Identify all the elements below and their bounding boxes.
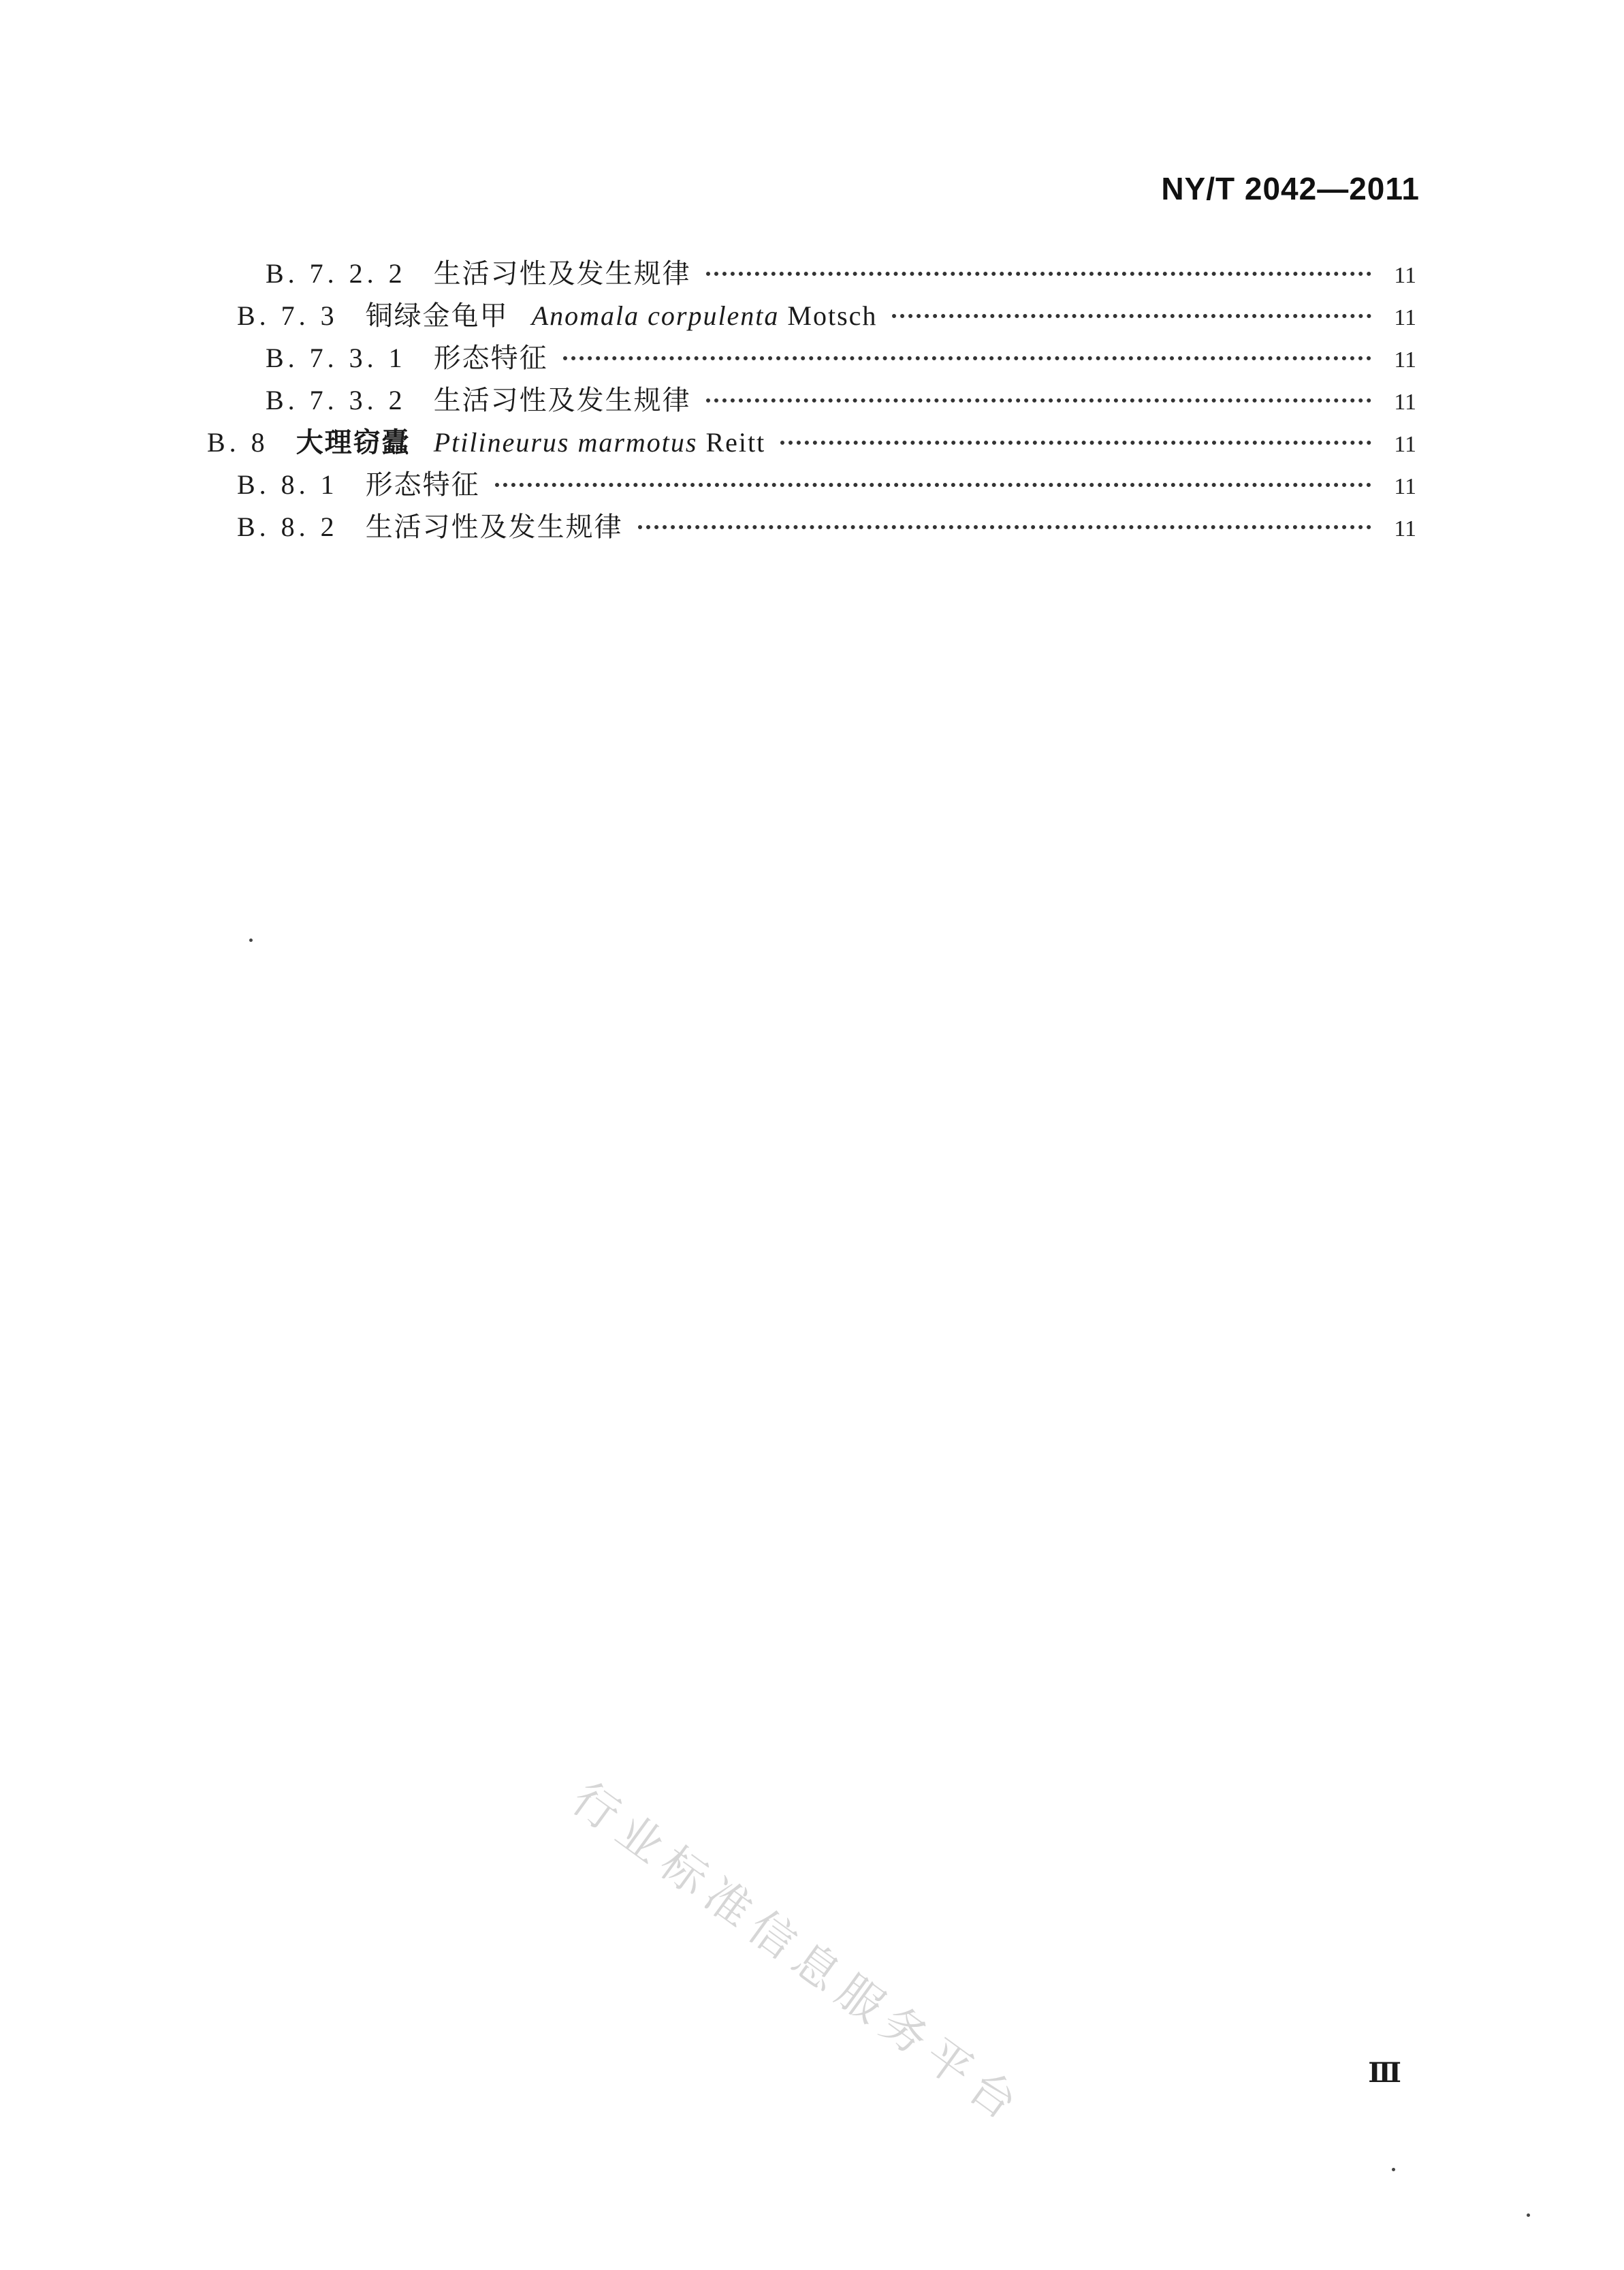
toc-entry-page: 11 <box>1394 305 1416 330</box>
toc-entry-title: 生活习性及发生规律 <box>433 258 691 289</box>
toc-entry-title: 形态特征 <box>365 469 480 500</box>
toc-entry-title-group <box>296 421 766 460</box>
toc-entry-latin-author: Motsch <box>787 300 878 331</box>
toc-entry-title: 大理窃蠹 <box>296 427 411 458</box>
toc-entry-number: B. 7. 3 <box>237 300 338 331</box>
toc-entry-title: 生活习性及发生规律 <box>433 385 691 415</box>
toc-entry-number: B. 8 <box>207 427 269 458</box>
toc-entry[interactable] <box>207 421 1416 463</box>
toc-entry-page: 11 <box>1394 516 1416 541</box>
toc-entry-title: 铜绿金龟甲 <box>365 300 509 331</box>
toc-entry-page: 11 <box>1394 390 1416 415</box>
toc-entry-number: B. 8. 2 <box>237 511 338 542</box>
scan-speck <box>249 939 253 942</box>
page-number: Ⅲ <box>1368 2058 1402 2088</box>
toc-entry-title-group <box>366 294 878 333</box>
dot-leader <box>706 398 1371 403</box>
toc-entry[interactable] <box>237 294 1416 336</box>
toc-entry-page: 11 <box>1394 347 1416 373</box>
scan-speck <box>1392 2168 1395 2171</box>
toc-entry-latin-name: Anomala corpulenta <box>531 300 780 331</box>
toc-entry[interactable] <box>266 252 1416 294</box>
toc-entry-number: B. 7. 3. 2 <box>266 385 407 415</box>
standard-code: NY/T 2042—2011 <box>1161 171 1420 206</box>
dot-leader <box>892 314 1371 318</box>
toc-entry-number: B. 7. 3. 1 <box>266 343 407 373</box>
toc-entry[interactable] <box>266 379 1416 421</box>
toc-entry-page: 11 <box>1394 263 1416 288</box>
toc-entry[interactable] <box>266 336 1416 379</box>
toc-entry-page: 11 <box>1394 432 1416 457</box>
scan-speck <box>1527 2213 1530 2217</box>
toc-entry-number: B. 8. 1 <box>237 469 338 500</box>
dot-leader <box>495 483 1371 487</box>
toc-entry-latin-name: Ptilineurus marmotus <box>433 427 698 458</box>
toc-entry[interactable] <box>237 463 1416 505</box>
toc-entry-title: 形态特征 <box>433 343 548 373</box>
toc-entry[interactable] <box>237 505 1416 548</box>
dot-leader <box>706 272 1371 276</box>
toc-entry-page: 11 <box>1394 474 1416 499</box>
toc-entry-latin-author: Reitt <box>705 427 766 458</box>
toc-entry-title: 生活习性及发生规律 <box>365 511 623 542</box>
dot-leader <box>780 441 1371 445</box>
dot-leader <box>563 356 1371 360</box>
watermark: 行业标准信息服务平台 <box>562 1772 1034 2135</box>
toc-entry-number: B. 7. 2. 2 <box>266 258 407 289</box>
dot-leader <box>638 525 1371 529</box>
